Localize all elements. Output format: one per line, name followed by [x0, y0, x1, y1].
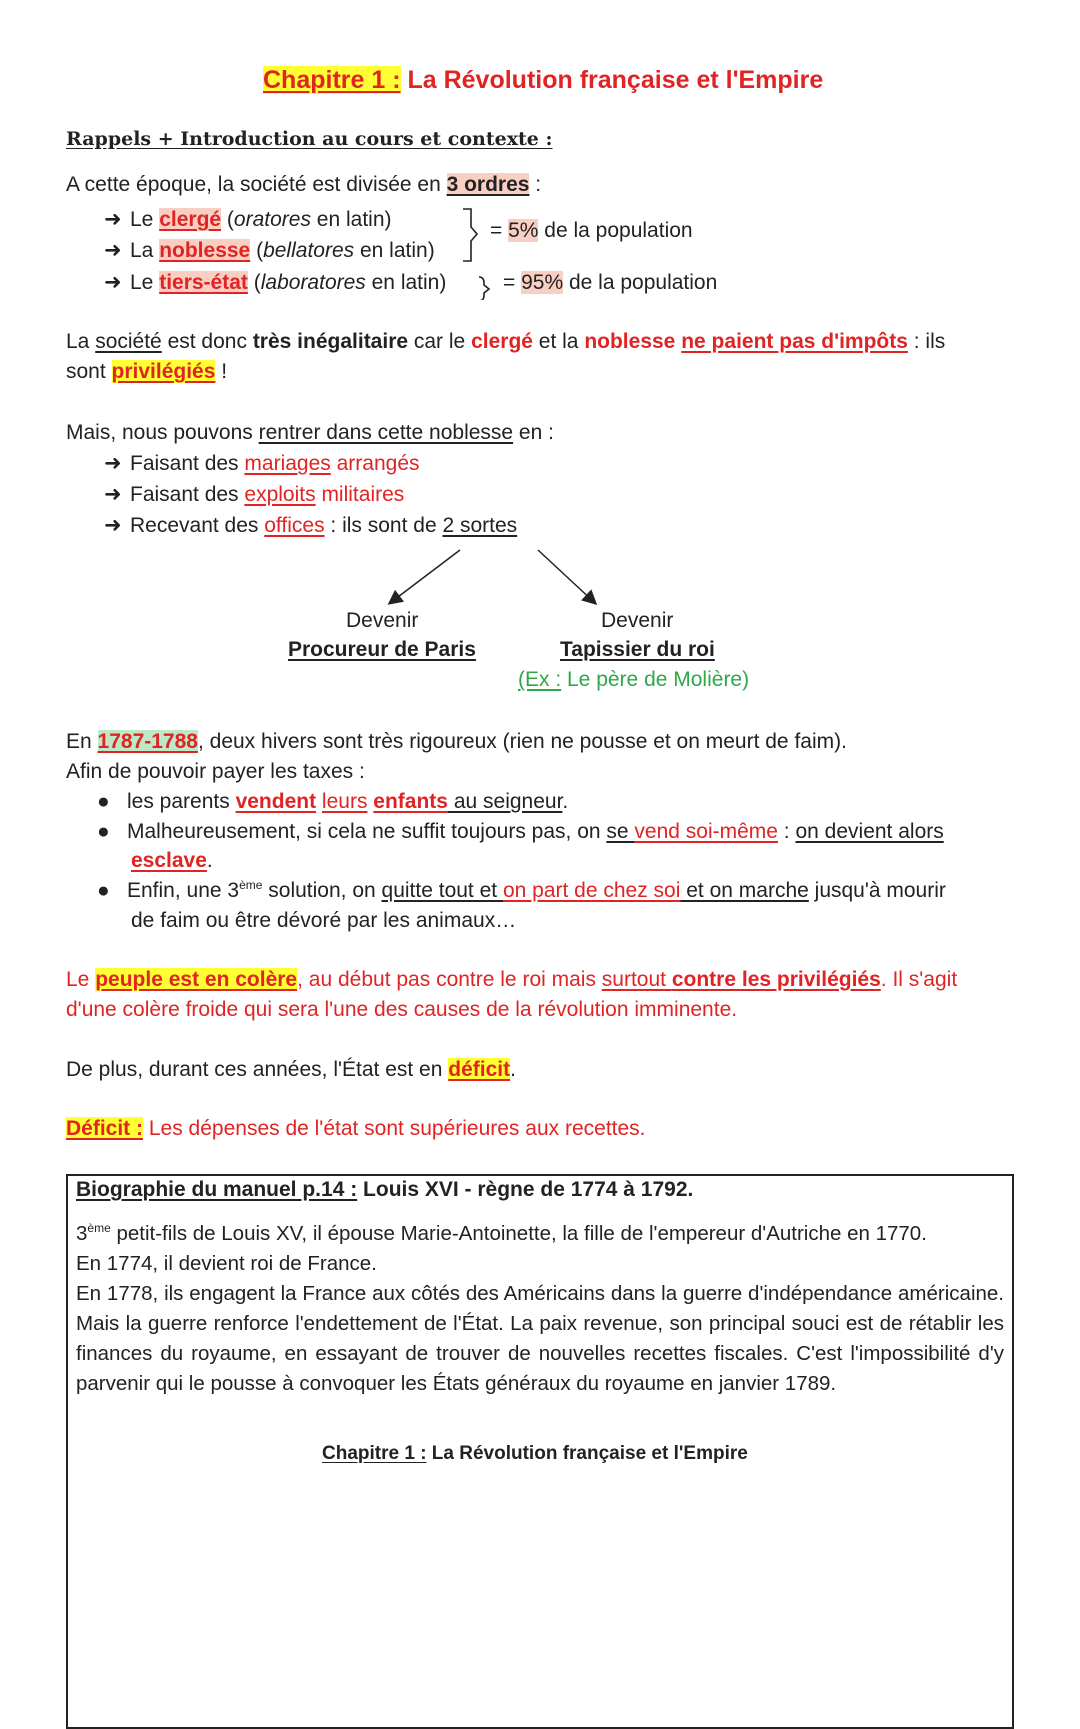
title-text: La Révolution française et l'Empire: [400, 66, 824, 94]
text: mariages: [244, 452, 331, 475]
order-latin: oratores: [233, 208, 311, 231]
diagram-arrows: [360, 545, 610, 610]
arrow-icon: ➜: [104, 239, 122, 262]
section-heading-rappels: Rappels + Introduction au cours et contexte :: [66, 128, 553, 150]
arrow-icon: ➜: [104, 271, 122, 294]
text: .: [562, 790, 569, 813]
text: clergé: [471, 330, 533, 353]
text: Faisant des: [130, 452, 245, 475]
order-suffix: en latin): [310, 208, 392, 231]
biography-text: [76, 1219, 1004, 1399]
order-tiers-etat: ➜ Le tiers-état (laboratores en latin): [104, 268, 446, 298]
bullet-icon: ●: [97, 879, 110, 902]
biography-heading: [76, 1175, 693, 1205]
text: La Révolution française et l'Empire: [426, 1443, 748, 1464]
pct-value: 5%: [508, 219, 539, 242]
devenir-right: Devenir: [601, 609, 674, 632]
way-mariages: [104, 449, 420, 479]
text: contre les privilégiés: [671, 968, 881, 991]
text: Louis XVI - règne de 1774 à 1792.: [357, 1178, 694, 1201]
intro-pre: A cette époque, la société est divisée en: [66, 173, 447, 196]
arrow-icon: ➜: [104, 208, 122, 231]
text: se: [606, 820, 635, 843]
hivers-line: [66, 727, 847, 757]
arrow-icon: ➜: [104, 452, 122, 475]
title-chapter-label: Chapitre 1 :: [263, 66, 401, 94]
arrow-icon: ➜: [104, 483, 122, 506]
text: Le père de Molière): [561, 668, 750, 691]
text: : ils sont de: [324, 514, 443, 537]
bullet-esclave-cont: [131, 846, 213, 876]
pct-rest: de la population: [563, 271, 718, 294]
order-clerge: ➜ Le clergé (oratores en latin): [104, 205, 392, 235]
text: très inégalitaire: [252, 330, 409, 353]
order-article: Le: [130, 271, 160, 294]
text: vendent: [235, 790, 317, 813]
text: En: [66, 730, 98, 753]
example-moliere: [518, 665, 749, 695]
bio-paragraph-2: En 1774, il devient roi de France.: [76, 1252, 377, 1275]
colere-line-1: [66, 965, 957, 995]
text: Mais, nous pouvons: [66, 421, 259, 444]
taxes-line: Afin de pouvoir payer les taxes :: [66, 760, 365, 783]
bullet-esclave: [97, 817, 944, 847]
text: offices: [264, 514, 325, 537]
pct-value: 95%: [521, 271, 564, 294]
text: (Ex :: [518, 668, 562, 691]
text: quitte tout et: [381, 879, 503, 902]
text: militaires: [315, 483, 405, 506]
text: Faisant des: [130, 483, 245, 506]
order-name: clergé: [159, 208, 222, 231]
order-latin: bellatores: [263, 239, 355, 262]
colere-highlight: peuple est en colère: [95, 968, 298, 991]
text: ème: [87, 1221, 111, 1236]
text: La: [66, 330, 96, 353]
text: leurs: [321, 790, 368, 813]
text: 3: [76, 1222, 88, 1245]
text: Malheureusement, si cela ne suffit toujours pas, on: [127, 820, 607, 843]
three-orders-highlight: 3 ordres: [446, 173, 530, 196]
text: 2 sortes: [442, 514, 518, 537]
text: on devient alors: [795, 820, 944, 843]
text: !: [215, 360, 228, 383]
pct-eq: =: [490, 219, 509, 242]
text: enfants: [373, 790, 448, 813]
text: arrangés: [330, 452, 420, 475]
text: Biographie du manuel p.14 :: [76, 1178, 358, 1201]
bullet-partir-cont: de faim ou être dévoré par les animaux…: [131, 909, 517, 932]
text: exploits: [244, 483, 316, 506]
text: rentrer dans cette noblesse: [258, 421, 514, 444]
bullet-icon: ●: [97, 820, 110, 843]
bullet-icon: ●: [97, 790, 110, 813]
text: vend soi-même: [634, 820, 778, 843]
text: .: [206, 849, 213, 872]
bullet-partir: [97, 876, 946, 906]
text: solution, on: [262, 879, 382, 902]
text: .: [510, 1058, 516, 1081]
text: Chapitre 1 :: [322, 1443, 427, 1464]
text: jusqu'à mourir: [808, 879, 946, 902]
text: . Il s'agit: [880, 968, 958, 991]
text: De plus, durant ces années, l'État est en: [66, 1058, 449, 1081]
intro-post: :: [529, 173, 542, 196]
order-noblesse: ➜ La noblesse (bellatores en latin): [104, 236, 435, 266]
text: :: [777, 820, 796, 843]
order-name: noblesse: [159, 239, 251, 262]
office-tapissier: Tapissier du roi: [560, 638, 715, 661]
intro-line: [66, 170, 541, 200]
text: Le: [66, 968, 96, 991]
text: car le: [408, 330, 472, 353]
society-line-1: [66, 327, 945, 357]
order-suffix: en latin): [365, 271, 447, 294]
devenir-left: Devenir: [346, 609, 419, 632]
text: ne paient pas d'impôts: [681, 330, 908, 353]
bio-paragraph-3: En 1778, ils engagent la France aux côtés des Américains dans la guerre d'indépendance américaine. Mais la guerre renforce l'endettement de l'État. La paix revenue, son principal souci est de rétablir les finances du royaume, en essayant de trouver de nouvelles recettes fiscales. C'est l'impossibilité d'y parvenir qui le pousse à convoquer les États généraux du royaume en janvier 1789.: [76, 1282, 1004, 1395]
way-exploits: [104, 480, 404, 510]
order-name: tiers-état: [159, 271, 248, 294]
order-article: Le: [130, 208, 160, 231]
deficit-line: [66, 1055, 516, 1085]
text: noblesse: [584, 330, 676, 353]
bullet-parents: [97, 787, 568, 817]
order-latin: laboratores: [260, 271, 366, 294]
text: on part de chez soi: [502, 879, 681, 902]
text: petit-fils de Louis XV, il épouse Marie-Antoinette, la fille de l'empereur d'Autriche en 1770.: [110, 1222, 927, 1245]
page-title: [263, 66, 823, 95]
pct-tiers: [503, 268, 717, 298]
text: : ils: [907, 330, 946, 353]
pct-rest: de la population: [538, 219, 693, 242]
text: en :: [513, 421, 554, 444]
year-highlight: 1787-1788: [97, 730, 198, 753]
pct-eq: =: [503, 271, 522, 294]
page-footer: [322, 1441, 748, 1467]
text: sont: [66, 360, 112, 383]
text: société: [95, 330, 162, 353]
colere-line-2: d'une colère froide qui sera l'une des causes de la révolution imminente.: [66, 998, 738, 1021]
order-article: La: [130, 239, 160, 262]
text: surtout: [601, 968, 672, 991]
privileges-highlight: privilégiés: [111, 360, 216, 383]
way-offices: [104, 511, 517, 541]
text: est donc: [161, 330, 253, 353]
text: , deux hivers sont très rigoureux (rien ne pousse et on meurt de faim).: [197, 730, 847, 753]
text: les parents: [127, 790, 236, 813]
deficit-highlight: déficit: [448, 1058, 511, 1081]
text: Les dépenses de l'état sont supérieures aux recettes.: [143, 1117, 646, 1140]
bio-paragraph-1: [76, 1219, 1004, 1249]
text: et la: [532, 330, 585, 353]
text: ème: [239, 878, 263, 892]
mais-line: [66, 418, 554, 448]
text: et on marche: [680, 879, 809, 902]
text: Enfin, une 3: [127, 879, 240, 902]
office-procureur: Procureur de Paris: [288, 638, 476, 661]
arrow-icon: ➜: [104, 514, 122, 537]
deficit-label: Déficit :: [66, 1117, 144, 1140]
text: , au début pas contre le roi mais: [297, 968, 602, 991]
deficit-definition: [66, 1114, 646, 1144]
text: au seigneur: [447, 790, 563, 813]
text: Recevant des: [130, 514, 265, 537]
pct-nobles: [490, 216, 693, 246]
order-suffix: en latin): [354, 239, 435, 262]
text: esclave: [131, 849, 207, 872]
society-line-2: [66, 357, 227, 387]
